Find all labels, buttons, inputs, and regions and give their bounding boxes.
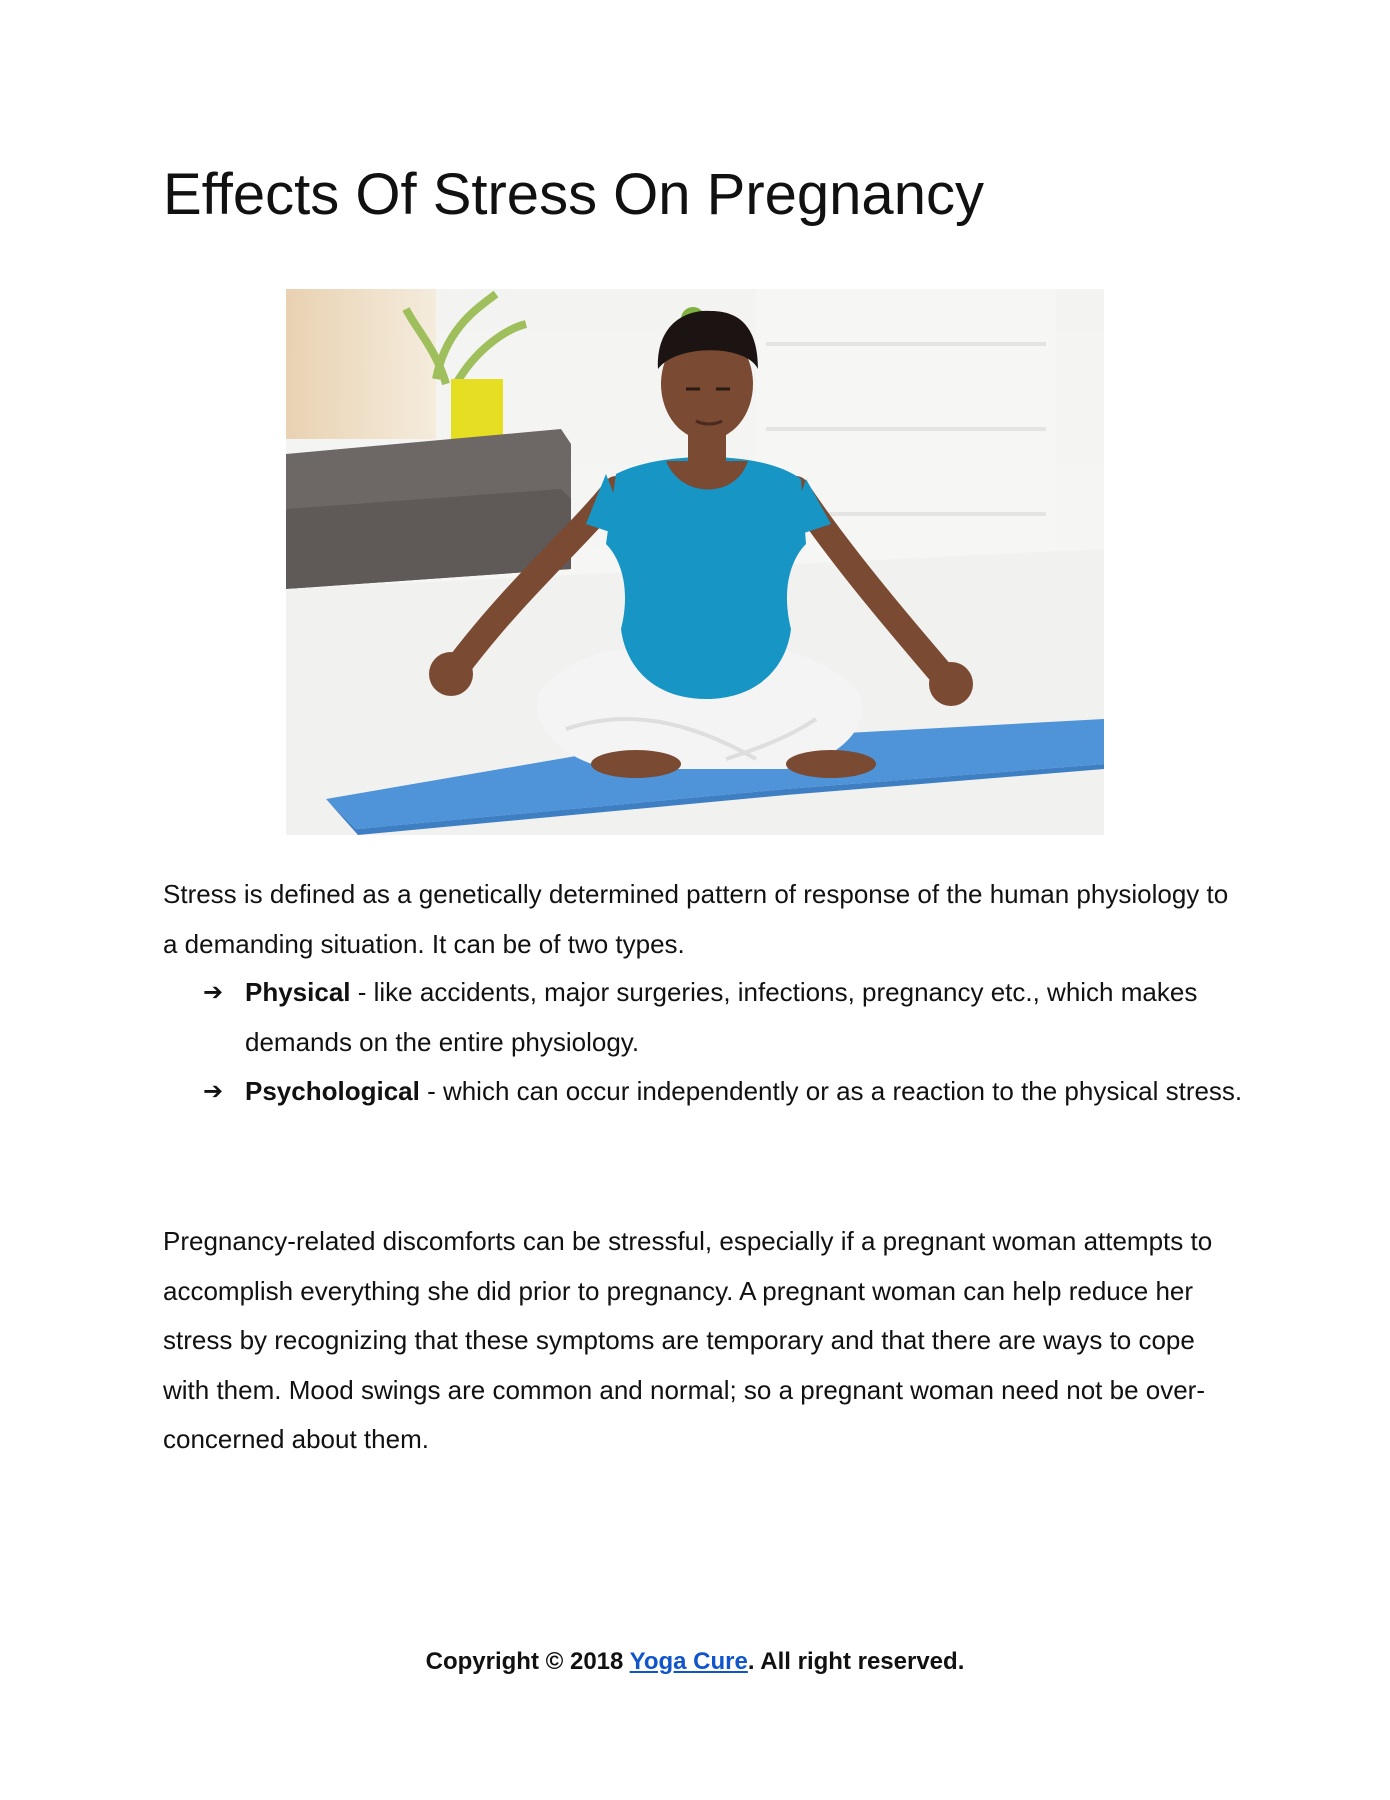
- list-item-physical: [163, 968, 1263, 1067]
- copyright-suffix: . All right reserved.: [747, 1648, 965, 1675]
- yoga-meditation-photo: [286, 289, 1104, 835]
- bullet-text: - which can occur independently or as a reaction to the physical stress.: [419, 1076, 1243, 1106]
- pregnancy-discomforts-paragraph: Pregnancy-related discomforts can be stressful, especially if a pregnant woman attempts to accomplish everything she did prior to pregnancy. A pregnant woman can help reduce her stress by recognizing that these symptoms are temporary and that there are ways to cope with them. Mood swings are common and normal; so a pregnant woman need not be over-concerned about them.: [163, 1226, 1213, 1454]
- bullet-term: Physical: [245, 977, 351, 1007]
- arrow-bullet-icon: ➔: [203, 1077, 224, 1105]
- page-title: Effects Of Stress On Pregnancy: [163, 162, 984, 227]
- stress-types-list: [163, 968, 1263, 1117]
- intro-paragraph: Stress is defined as a genetically determined pattern of response of the human physiology to a demanding situation. It can be of two types.: [163, 879, 1229, 959]
- bullet-text: - like accidents, major surgeries, infections, pregnancy etc., which makes demands on the entire physiology.: [245, 977, 1198, 1057]
- copyright-footer: [0, 1647, 1390, 1677]
- yoga-cure-link[interactable]: Yoga Cure: [629, 1648, 748, 1675]
- arrow-bullet-icon: ➔: [203, 978, 224, 1006]
- list-item-psychological: [163, 1067, 1263, 1117]
- copyright-prefix: Copyright © 2018: [425, 1648, 630, 1675]
- bullet-term: Psychological: [245, 1076, 420, 1106]
